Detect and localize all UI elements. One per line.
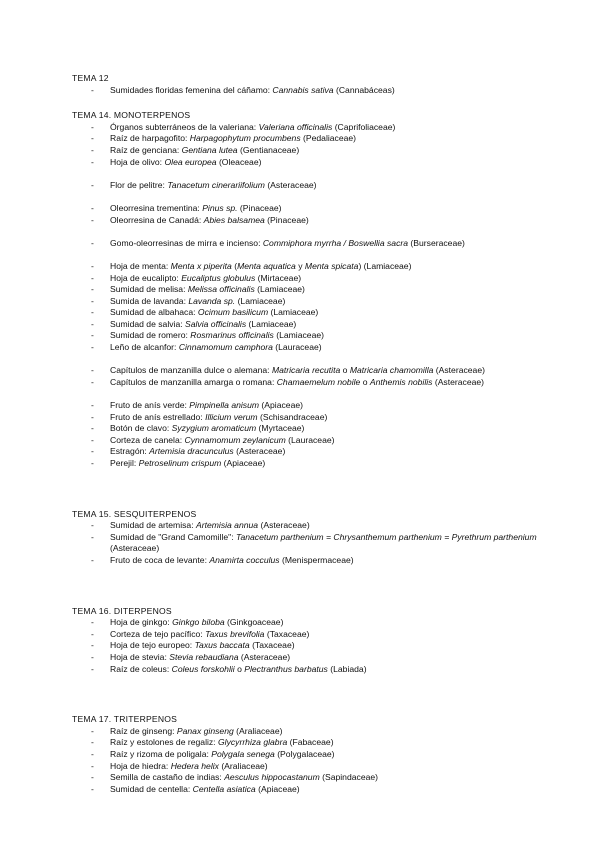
item-text: (Burseraceae)	[408, 237, 465, 248]
species-name: Anamirta cocculus	[209, 554, 280, 565]
species-name: Tanacetum parthenium = Chrysanthemum parthenium = Pyrethrum parthenium	[236, 531, 537, 542]
item-text: (Asteraceae)	[258, 520, 310, 531]
item-text: Raíz de harpagofito:	[110, 133, 190, 144]
bullet-dash: -	[91, 628, 94, 639]
item-list	[72, 122, 542, 470]
bullet-dash: -	[91, 554, 94, 565]
spacer	[72, 567, 542, 606]
list-item	[72, 520, 542, 532]
item-text: Sumidad de albahaca:	[110, 307, 198, 318]
item-text: (Myrtaceae)	[256, 423, 305, 434]
section-tema-12	[72, 73, 542, 96]
bullet-dash: -	[91, 365, 94, 376]
item-text: (Lamiaceae)	[254, 284, 305, 295]
bullet-dash: -	[91, 760, 94, 771]
item-list	[72, 85, 542, 97]
list-item	[72, 319, 542, 331]
item-text: Semilla de castaño de indias:	[110, 772, 225, 783]
item-text: Raíz y estolones de regaliz:	[110, 737, 218, 748]
species-name: Menta spicata	[304, 260, 359, 271]
item-text: Fruto de anís estrellado:	[110, 411, 206, 422]
item-text: y	[295, 260, 305, 271]
item-text: Corteza de tejo pacífico:	[110, 628, 206, 639]
bullet-dash: -	[91, 458, 94, 468]
item-text: o	[340, 365, 350, 376]
species-name: Stevia rebaudiana	[169, 651, 239, 662]
item-text: (Oleaceae)	[216, 156, 262, 167]
list-item	[72, 784, 542, 796]
list-item	[72, 145, 542, 157]
item-text: Hoja de olivo:	[110, 156, 165, 167]
item-text: (Araliaceae)	[218, 760, 268, 771]
item-text: (Asteraceae)	[238, 651, 291, 662]
species-name: Commiphora myrrha / Boswellia sacra	[262, 237, 409, 248]
bullet-dash: -	[91, 446, 94, 457]
species-name: Rosmarinus officinalis	[190, 330, 274, 341]
item-text: Sumidad de salvia:	[110, 318, 185, 329]
species-name: Cannabis sativa	[272, 84, 334, 95]
species-name: Menta aquatica	[237, 260, 296, 271]
item-text: Fruto de coca de levante:	[110, 554, 210, 565]
section-tema-15	[72, 509, 542, 567]
section-heading: TEMA 12	[72, 73, 109, 83]
species-name: Anthemis nobilis	[369, 376, 433, 387]
item-text: Flor de pelitre:	[110, 179, 168, 190]
item-text: (Fabaceae)	[287, 737, 334, 748]
item-text: Oleorresina trementina:	[110, 202, 203, 213]
species-name: Abies balsamea	[203, 214, 265, 225]
item-text: ) (Lamiaceae)	[358, 260, 412, 271]
species-name: Cynnamomum zeylanicum	[184, 434, 286, 445]
spacer	[72, 675, 542, 714]
item-text: (Polygalaceae)	[274, 748, 335, 759]
bullet-dash: -	[91, 651, 94, 662]
species-name: Salvia officinalis	[185, 318, 247, 329]
list-item	[72, 423, 542, 435]
list-item	[72, 342, 542, 354]
item-text: (Pinaceae)	[264, 214, 309, 225]
bullet-dash: -	[91, 434, 94, 445]
bullet-dash: -	[91, 121, 94, 132]
item-text: o	[360, 376, 370, 387]
item-text: Sumidades floridas femenina del cáñamo:	[110, 84, 273, 95]
list-item	[72, 555, 542, 567]
species-name: Matricaria recutita	[271, 365, 341, 376]
species-name: Harpagophytum procumbens	[189, 133, 301, 144]
list-item	[72, 761, 542, 773]
item-text: Fruto de anís verde:	[110, 400, 190, 411]
bullet-dash: -	[91, 202, 94, 213]
section-tema-16	[72, 606, 542, 676]
species-name: Pimpinella anisum	[189, 400, 260, 411]
item-text: Sumidad de melisa:	[110, 284, 188, 295]
item-text: (Asteraceae)	[433, 365, 485, 376]
list-item	[72, 203, 542, 215]
species-name: Syzygium aromaticum	[171, 423, 257, 434]
bullet-dash: -	[91, 342, 94, 353]
species-name: Artemisia dracunculus	[149, 446, 234, 457]
item-list	[72, 617, 542, 675]
item-text: Botón de clavo:	[110, 423, 172, 434]
species-name: Tanacetum cinerariifolium	[167, 179, 265, 190]
item-text: (Mirtaceae)	[255, 272, 302, 283]
species-name: Valeriana officinalis	[258, 121, 333, 132]
list-item	[72, 261, 542, 273]
section-heading: TEMA 17. TRITERPENOS	[72, 714, 178, 725]
list-item	[72, 273, 542, 285]
species-name: Coleus forskohlii	[171, 663, 235, 674]
spacer	[72, 96, 542, 110]
list-item	[72, 284, 542, 296]
bullet-dash: -	[91, 237, 94, 248]
item-text: Hoja de stevia:	[110, 651, 170, 662]
item-text: (Caprifoliaceae)	[332, 121, 396, 132]
species-name: Ocimum basilicum	[197, 307, 269, 318]
list-item	[72, 133, 542, 145]
item-text: Sumidad de centella:	[110, 783, 193, 794]
species-name: Artemisia annua	[195, 520, 259, 531]
list-item	[72, 664, 542, 676]
bullet-dash: -	[91, 318, 94, 329]
species-name: Centella asiatica	[192, 783, 256, 794]
item-text: Capítulos de manzanilla amarga o romana:	[110, 376, 277, 387]
bullet-dash: -	[91, 284, 94, 295]
species-name: Pinus sp.	[202, 202, 238, 213]
list-item	[72, 532, 542, 555]
species-name: Aesculus hippocastanum	[224, 772, 320, 783]
species-name: Polygala senega	[211, 748, 275, 759]
bullet-dash: -	[91, 423, 94, 434]
bullet-dash: -	[91, 156, 94, 167]
item-text: o	[234, 663, 245, 674]
list-item	[72, 180, 542, 192]
section-tema-17	[72, 714, 542, 795]
spacer	[72, 470, 542, 509]
bullet-dash: -	[91, 179, 94, 190]
list-item	[72, 458, 542, 470]
list-item	[72, 726, 542, 738]
item-text: (Cannabáceas)	[333, 84, 395, 95]
item-text: Sumidad de romero:	[110, 330, 191, 341]
list-item	[72, 330, 542, 342]
item-text: Oleorresina de Canadá:	[110, 214, 204, 225]
list-item	[72, 400, 542, 412]
bullet-dash: -	[91, 748, 94, 759]
list-item	[72, 435, 542, 447]
list-item	[72, 640, 542, 652]
section-heading: TEMA 14. MONOTERPENOS	[72, 110, 191, 121]
list-item	[72, 365, 542, 377]
list-item	[72, 85, 542, 97]
item-text: (Pedaliaceae)	[300, 133, 357, 144]
list-item	[72, 772, 542, 784]
bullet-dash: -	[91, 144, 94, 155]
bullet-dash: -	[91, 772, 94, 783]
item-text: Órganos subterráneos de la valeriana:	[110, 121, 259, 132]
species-name: Petroselinum crispum	[138, 458, 222, 468]
species-name: Menta x piperita	[170, 260, 232, 271]
item-text: (Asteraceae)	[432, 376, 485, 387]
section-tema-14	[72, 110, 542, 469]
bullet-dash: -	[91, 295, 94, 306]
list-item	[72, 215, 542, 227]
species-name: Taxus baccata	[194, 640, 250, 651]
list-item	[72, 737, 542, 749]
list-item	[72, 122, 542, 134]
item-text: (Asteraceae)	[233, 446, 286, 457]
list-item	[72, 617, 542, 629]
item-text: Sumida de lavanda:	[110, 295, 189, 306]
item-text: (Sapindaceae)	[319, 772, 379, 783]
item-text: (Apiaceae)	[259, 400, 303, 411]
item-text: (Lauraceae)	[272, 342, 322, 353]
list-item	[72, 307, 542, 319]
item-list	[72, 726, 542, 796]
bullet-dash: -	[91, 725, 94, 736]
species-name: Plectranthus barbatus	[244, 663, 328, 674]
bullet-dash: -	[91, 783, 94, 794]
bullet-dash: -	[91, 84, 94, 95]
section-heading: TEMA 15. SESQUITERPENOS	[72, 508, 197, 519]
bullet-dash: -	[91, 133, 94, 144]
item-text: Raíz de genciana:	[110, 144, 182, 155]
item-text: (Ginkgoaceae)	[224, 617, 284, 628]
list-item	[72, 296, 542, 308]
item-text: (Schisandraceae)	[257, 411, 328, 422]
item-text: Hoja de tejo europeo:	[110, 640, 195, 651]
bullet-dash: -	[91, 272, 94, 283]
item-text: Estragón:	[110, 446, 150, 457]
species-name: Eucaliptus globulus	[181, 272, 256, 283]
item-text: Hoja de menta:	[110, 260, 171, 271]
item-text: (Gentianaceae)	[237, 144, 300, 155]
item-text: Sumidad de artemisa:	[110, 520, 196, 531]
item-text: (	[231, 260, 238, 271]
species-name: Illicium verum	[205, 411, 258, 422]
item-text: Corteza de canela:	[110, 434, 185, 445]
item-text: Perejil:	[110, 458, 139, 468]
bullet-dash: -	[91, 260, 94, 271]
item-text: (Lauraceae)	[285, 434, 335, 445]
item-text: (Lamiaceae)	[268, 307, 319, 318]
bullet-dash: -	[91, 640, 94, 651]
item-text: Gomo-oleorresinas de mirra e incienso:	[110, 237, 263, 248]
list-item	[72, 377, 542, 389]
bullet-dash: -	[91, 663, 94, 674]
species-name: Hedera helix	[170, 760, 219, 771]
item-text: Sumidad de "Grand Camomille":	[110, 531, 236, 542]
item-text: Hoja de eucalipto:	[110, 272, 182, 283]
bullet-dash: -	[91, 214, 94, 225]
list-item	[72, 238, 542, 250]
bullet-dash: -	[91, 531, 94, 542]
item-text: (Lamiaceae)	[235, 295, 286, 306]
item-text: Raíz de ginseng:	[110, 725, 177, 736]
item-text: Raíz y rizoma de poligala:	[110, 748, 212, 759]
item-text: (Lamiaceae)	[273, 330, 324, 341]
list-item	[72, 157, 542, 169]
list-item	[72, 652, 542, 664]
list-item	[72, 749, 542, 761]
item-text: (Taxaceae)	[249, 640, 295, 651]
item-text: Hoja de ginkgo:	[110, 617, 173, 628]
item-text: (Araliaceae)	[233, 725, 283, 736]
bullet-dash: -	[91, 520, 94, 531]
species-name: Chamaemelum nobile	[276, 376, 361, 387]
list-item	[72, 629, 542, 641]
species-name: Glycyrrhiza glabra	[217, 737, 288, 748]
species-name: Panax ginseng	[176, 725, 234, 736]
species-name: Gentiana lutea	[181, 144, 238, 155]
species-name: Olea europea	[164, 156, 217, 167]
item-text: (Apiaceae)	[255, 783, 300, 794]
item-text: (Taxaceae)	[264, 628, 310, 639]
item-text: (Lamiaceae)	[246, 318, 297, 329]
species-name: Matricaria chamomilla	[349, 365, 434, 376]
bullet-dash: -	[91, 376, 94, 387]
list-item	[72, 412, 542, 424]
item-text: (Pinaceae)	[237, 202, 282, 213]
bullet-dash: -	[91, 307, 94, 318]
species-name: Melissa officinalis	[187, 284, 255, 295]
item-text: Capítulos de manzanilla dulce o alemana:	[110, 365, 272, 376]
species-name: Cinnamomum camphora	[178, 342, 273, 353]
item-list	[72, 520, 542, 566]
species-name: Lavanda sp.	[188, 295, 236, 306]
bullet-dash: -	[91, 411, 94, 422]
document-page	[72, 73, 542, 795]
item-text: (Labiada)	[327, 663, 367, 674]
species-name: Ginkgo biloba	[172, 617, 225, 628]
item-text: (Asteraceae)	[264, 179, 317, 190]
item-text: Leño de alcanfor:	[110, 342, 179, 353]
item-text: (Asteraceae)	[110, 543, 160, 554]
item-text: (Apiaceae)	[221, 458, 266, 468]
bullet-dash: -	[91, 737, 94, 748]
section-heading: TEMA 16. DITERPENOS	[72, 605, 172, 616]
species-name: Taxus brevifolia	[205, 628, 265, 639]
list-item	[72, 446, 542, 458]
item-text: Raíz de coleus:	[110, 663, 172, 674]
item-text: Hoja de hiedra:	[110, 760, 171, 771]
bullet-dash: -	[91, 400, 94, 411]
bullet-dash: -	[91, 330, 94, 341]
item-text: (Menispermaceae)	[279, 554, 354, 565]
bullet-dash: -	[91, 617, 94, 628]
